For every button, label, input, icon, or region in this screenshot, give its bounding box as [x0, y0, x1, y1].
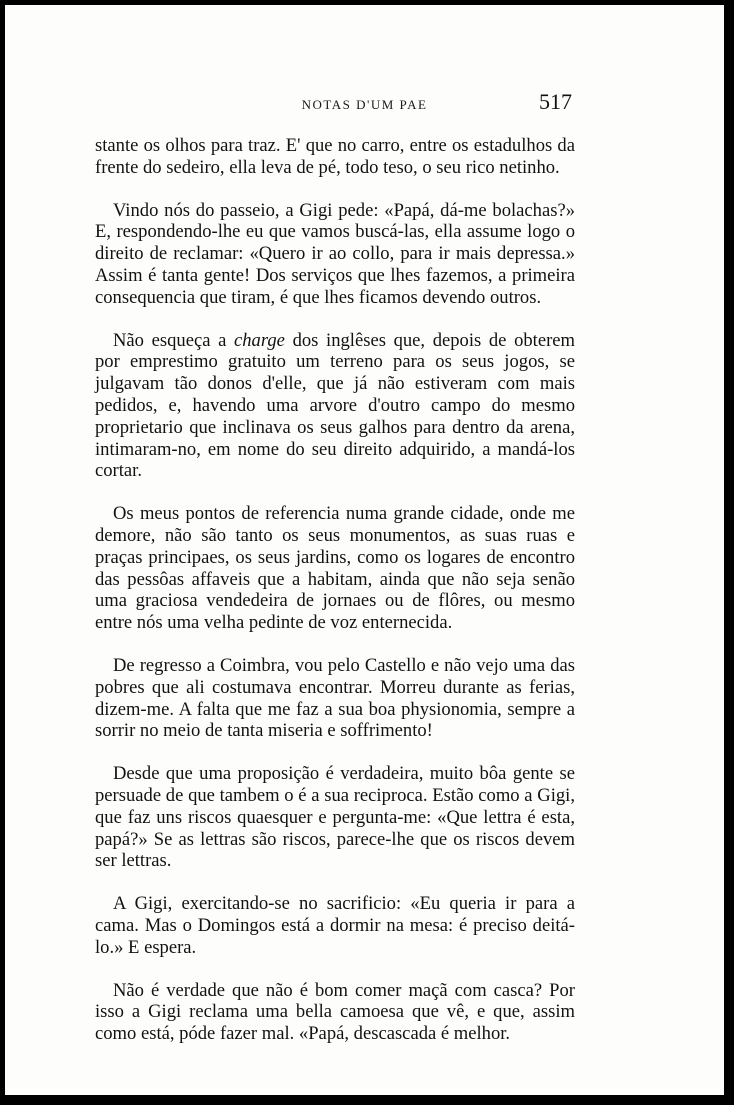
page-header [5, 89, 724, 119]
paragraph-text-before: Não esqueça a [113, 329, 234, 351]
paragraph-maca: Não é verdade que não é bom comer maçã com casca? Por isso a Gigi reclama uma bella camoesa que vê, e que, assim como está, póde fazer mal. «Papá, descascada é melhor. [95, 979, 575, 1045]
book-page [5, 5, 724, 1095]
paragraph-coimbra: De regresso a Coimbra, vou pelo Castello e não vejo uma das pobres que ali costumava encontrar. Morreu durante as ferias, dizem-me. A falta que me faz a sua boa physionomia, sempre a sorrir no meio de tanta miseria e soffrimento! [95, 654, 575, 742]
page-number: 517 [539, 89, 572, 114]
running-title: NOTAS D'UM PAE [301, 97, 428, 112]
paragraph-text-after: dos inglêses que, depois de obterem por emprestimo gratuito um terreno para os seus jogos, se julgavam tão donos d'elle, que já não estiveram com mais pedidos, e, havendo uma arvore d'outro campo do mesmo proprietario que inclinava os seus galhos para dentro da arena, intimaram-no, em nome do seu direito adquirido, a mandá-los cortar. [95, 329, 575, 482]
emphasis-charge: charge [233, 329, 285, 351]
body-text [95, 135, 575, 1045]
paragraph-sacrificio: A Gigi, exercitando-se no sacrificio: «Eu queria ir para a cama. Mas o Domingos está a dormir na mesa: é preciso deitá-lo.» E espera. [95, 893, 575, 958]
paragraph-continuation: stante os olhos para traz. E' que no carro, entre os estadulhos da frente do sedeiro, ella leva de pé, todo teso, o seu rico netinho. [95, 135, 575, 178]
paragraph-gigi-bolachas: Vindo nós do passeio, a Gigi pede: «Papá, dá-me bolachas?» E, respondendo-lhe eu que vamos buscá-las, ella assume logo o direito de reclamar: «Quero ir ao collo, para ir mais depressa.» Assim é tanta gente! Dos serviços que lhes fazemos, a primeira consequencia que tiram, é que lhes ficamos devendo outros. [95, 199, 575, 308]
paragraph-pontos-referencia: Os meus pontos de referencia numa grande cidade, onde me demore, não são tanto os seus monumentos, as suas ruas e praças principaes, os seus jardins, como os logares de encontro das pessôas affaveis que a habitam, ainda que não seja senão uma graciosa vendedeira de jornaes ou de flôres, ou mesmo entre nós uma velha pedinte de voz enternecida. [95, 503, 575, 634]
paragraph-proposicao: Desde que uma proposição é verdadeira, muito bôa gente se persuade de que tambem o é a sua reciproca. Estão como a Gigi, que faz uns riscos quaesquer e pergunta-me: «Que lettra é esta, papá?» Se as lettras são riscos, parece-lhe que os riscos devem ser lettras. [95, 763, 575, 872]
paragraph-charge-ingleses [95, 330, 575, 483]
